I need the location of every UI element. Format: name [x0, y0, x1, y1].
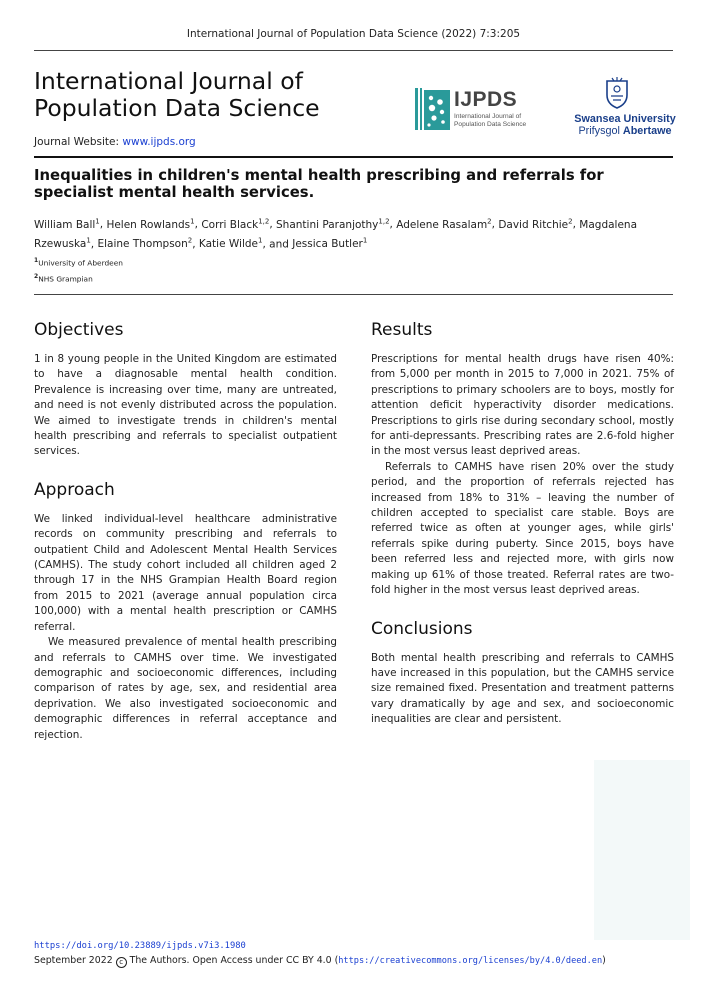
author: William Ball$^1$ [34, 217, 100, 231]
website-label: Journal Website: [34, 136, 120, 148]
author: Elaine Thompson$^2$ [97, 236, 193, 250]
author: David Ritchie$^2$ [498, 217, 573, 231]
ijpds-subtitle [454, 113, 526, 128]
author: Magdalena Rzewuska$^1$ [34, 218, 638, 250]
approach-section [34, 480, 337, 743]
swansea-crest-icon [604, 77, 630, 109]
doi-link[interactable]: https://doi.org/10.23889/ijpds.v7i3.1980 [34, 941, 246, 951]
left-column [34, 320, 337, 763]
author-list: William Ball$^1$, Helen Rowlands$^1$, Corri Black$^{1,2}$, Shantini Paranjothy$^{1,2}$, Adelene Rasalam$^2$, David Ritchie$^2$, Magdalena Rzewuska$^1$, Elaine Thompson$^2$, Katie Wilde$^1$, and Jessica Butler$^1$ [34, 217, 638, 250]
license-link[interactable]: https://creativecommons.org/licenses/by/4.0/deed.en [338, 956, 603, 966]
ijpds-subtitle-line-1: International Journal of [454, 113, 522, 120]
swansea-line-2-prefix: Prifysgol [578, 125, 623, 137]
author: Corri Black$^{1,2}$ [201, 217, 270, 231]
journal-website [34, 136, 196, 148]
title-divider [34, 156, 673, 158]
approach-paragraph-2: We measured prevalence of mental health prescribing and referrals to CAMHS over time. We investigated demographic and socioeconomic differences, including comparison of rates by age, sex, and residential area deprivation. We also investigated socioeconomic and demographic differences in referral acceptance and rejection. [34, 636, 337, 741]
copyright-icon: c [116, 957, 127, 968]
ijpds-subtitle-line-2: Population Data Science [454, 120, 527, 128]
swansea-wordmark [572, 113, 678, 137]
results-paragraph-2: Referrals to CAMHS have risen 20% over the study period, and the proportion of referrals rejected has increased from 18% to 31% – leaving the number of children accepted to specialist care stable. Boys are referred twice as often at younger ages, while girls' referrals spike during puberty. Since 2015, boys have been referred less and rejected more, with girls now making up 61% of those treated. Referral rates are two-fold higher in the most versus least deprived areas. [371, 460, 674, 597]
right-column [371, 320, 674, 748]
license-footer [34, 955, 606, 968]
objectives-section [34, 320, 337, 460]
swansea-line-1: Swansea University [574, 113, 676, 125]
author: Shantini Paranjothy$^{1,2}$ [276, 217, 390, 231]
running-head: International Journal of Population Data Science (2022) 7:3:205 [186, 28, 521, 40]
top-divider [34, 50, 673, 51]
conclusions-section [371, 619, 674, 728]
journal-title [34, 68, 320, 122]
article-title: Inequalities in children's mental health prescribing and referrals for specialist mental health services. [34, 167, 604, 201]
ijpds-wordmark: IJPDS [454, 88, 518, 111]
results-paragraph-1: Prescriptions for mental health drugs have risen 40%: from 5,000 per month in 2015 to 7,000 in 2021. 75% of prescriptions to primary schoolers are to boys, mostly for attention deficit hyperactivity disorder medications. Prescriptions to girls rise during secondary school, mostly for anti-depressants. Prescribing rates are 2.6-fold higher in the most versus least deprived areas. [371, 353, 674, 458]
author: Katie Wilde$^1$ [198, 236, 263, 250]
approach-heading: Approach [34, 479, 115, 500]
author: Helen Rowlands$^1$ [106, 217, 195, 231]
objectives-heading: Objectives [34, 320, 124, 340]
watermark-logo-icon [594, 760, 690, 940]
license-text: The Authors. Open Access under CC BY 4.0 ( [129, 955, 339, 966]
swansea-line-2-bold: Abertawe [622, 125, 672, 137]
results-heading: Results [371, 320, 433, 340]
objectives-paragraph: 1 in 8 young people in the United Kingdom are estimated to have a diagnosable mental health condition. Prevalence is increasing over time, many are untreated, and need is not evenly distributed across the population. We aimed to investigate trends in children's mental health prescribing and referrals to specialist outpatient services. [34, 353, 337, 458]
author: Jessica Butler$^1$ [292, 236, 368, 250]
conclusions-heading: Conclusions [371, 618, 473, 639]
author: Adelene Rasalam$^2$ [396, 217, 492, 231]
swansea-line-2 [572, 125, 678, 137]
journal-title-line-2: Population Data Science [34, 94, 320, 122]
results-section [371, 320, 674, 599]
body-divider [34, 294, 673, 295]
conclusions-paragraph: Both mental health prescribing and referrals to CAMHS have increased in this population, but the CAMHS service size remained fixed. Presentation and treatment patterns vary dramatically by age and sex, and socioeconomic inequalities are clear and persistent. [371, 651, 674, 726]
publication-date: September 2022 [34, 955, 113, 966]
license-close: ) [602, 955, 606, 966]
affiliation: $^2$NHS Grampian [34, 273, 93, 284]
affiliation: $^1$University of Aberdeen [34, 257, 123, 268]
website-link[interactable]: www.ijpds.org [122, 136, 196, 148]
approach-paragraph-1: We linked individual-level healthcare administrative records on community prescribing and referrals to outpatient Child and Adolescent Mental Health Services (CAMHS). The study cohort included all children aged 2 through 17 in the NHS Grampian Health Board region from 2015 to 2021 (average annual population circa 100,000) with a mental health prescription or CAMHS referral. [34, 512, 337, 633]
journal-title-line-1: International Journal of [34, 67, 303, 95]
